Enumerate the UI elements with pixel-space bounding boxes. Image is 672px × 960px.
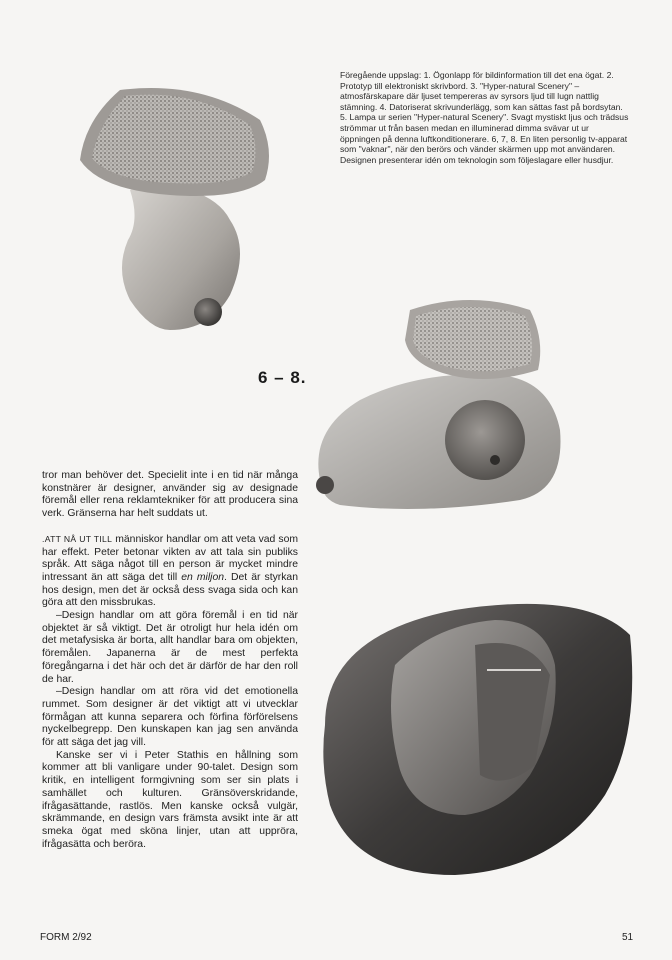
figure-number: 6 – 8.: [258, 368, 307, 387]
page-number: 51: [622, 932, 634, 943]
body-text-span: människor handlar om att veta vad som har effekt. Peter betonar vikten av att tala sin publiks språk. Att säga något till en person är mycket mindre intressant än att säga det till: [42, 533, 298, 583]
tv-device-photo-7: [300, 290, 580, 520]
article-body: [42, 470, 298, 851]
magazine-issue: FORM 2/92: [40, 932, 92, 943]
italic-phrase: en miljon: [181, 571, 225, 583]
paragraph-lead-in: .ATT NÅ UT TILL: [42, 533, 113, 544]
caption-text: Föregående uppslag: 1. Ögonlapp för bildinformation till det ena ögat. 2. Prototyp till elektroniskt skrivbord. 3. "Hyper-natural Scenery" – atmosfärskapare där ljuset tempereras av syrsors ljud till lugn nattlig stämning. 4. Datoriserat skrivunderlägg, som kan sättas fast på bordsytan. 5. Lampa ur serien "Hyper-natural Scenery". Svagt mystiskt ljus och trädsus strömmar ut från basen medan en illuminerad dimma svävar ut ur öppningen på denna luftkonditionerare. 6, 7, 8. En liten personlig tv-apparat som "vaknar", när den berörs och vänder skärmen upp mot användaren. Designen presenterar idén om teknologin som följeslagare eller husdjur.: [340, 70, 629, 165]
tv-device-photo-8: [305, 575, 645, 895]
body-paragraph-1: tror man behöver det. Specielit inte i en tid när många konstnärer är designer, använder sig av designade föremål eller rena reklamtekniker för att producera sina verk. Gränserna har helt suddats ut.: [42, 470, 298, 520]
body-paragraph-5: Kanske ser vi i Peter Stathis en hållning som kommer att bli vanligare under 90-talet. Design som kritik, en intelligent formgivning som ser sin plats i samhället och kulturen. Gränsöverskridande, ifrågasättande, rastlös. Men kanske också vulgär, skrämmande, en design vars främsta avsikt inte är att smeka ögat med sköna linjer, utan att uppröra, ifrågasätta och beröra.: [42, 749, 298, 850]
body-paragraph-4: –Design handlar om att röra vid det emotionella rummet. Som designer är det viktigt att vi utvecklar förmågan att kunna separera och förfina förförelsens nyckelbegrepp. Den kunskapen kan jag sen använda för att säga det jag vill.: [42, 686, 298, 749]
photo-caption: [340, 70, 630, 165]
tv-device-photo-6: [60, 80, 290, 350]
body-text-span: . Det är styrkan hos design, men det är också dess svaga sida och kan göra att den missbrukas.: [42, 571, 298, 609]
body-paragraph-2: [42, 533, 298, 610]
body-paragraph-3: –Design handlar om att göra föremål i en tid när objektet är så viktigt. Det är otroligt hur hela idén om det metafysiska är borta, allt handlar bara om objekten, föremålen. Japanerna är de mest perfekta föregångarna i det här och det är därför de har den roll de har.: [42, 610, 298, 685]
